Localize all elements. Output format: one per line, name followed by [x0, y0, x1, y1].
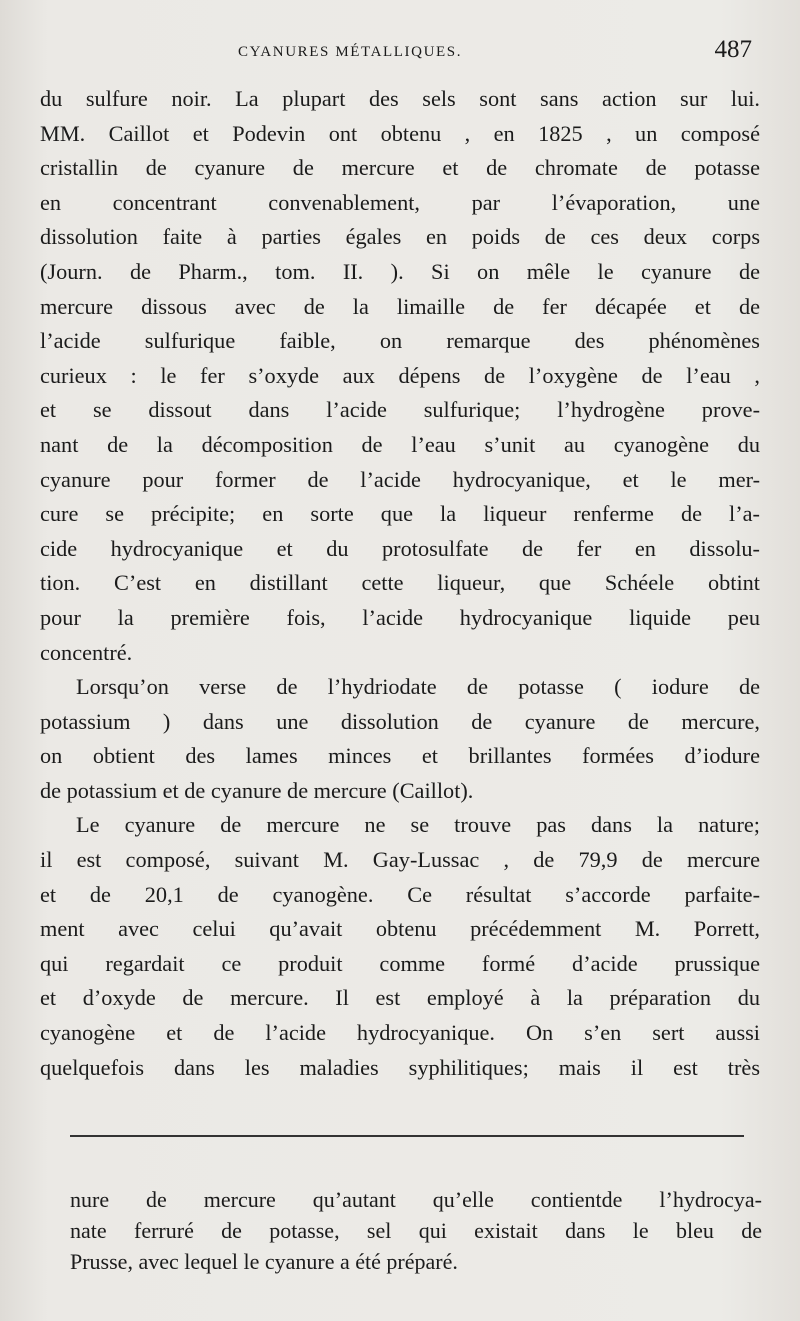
text-line: ment avec celui qu’avait obtenu précédemment M. Porrett,	[40, 916, 760, 942]
text-line: MM. Caillot et Podevin ont obtenu , en 1825 , un composé	[40, 120, 760, 146]
text-line: dissolution faite à parties égales en poids de ces deux corps	[40, 224, 760, 250]
text-line: on obtient des lames minces et brillantes formées d’iodure	[40, 743, 760, 769]
footnote-block	[70, 1184, 762, 1277]
text-line: et se dissout dans l’acide sulfurique; l’hydrogène prove-	[40, 397, 760, 423]
text-line: pour la première fois, l’acide hydrocyanique liquide peu	[40, 604, 760, 630]
text-line: et d’oxyde de mercure. Il est employé à la préparation du	[40, 985, 760, 1011]
main-text-block	[40, 82, 760, 1085]
text-line: cide hydrocyanique et du protosulfate de fer en dissolu-	[40, 535, 760, 561]
text-line: tion. C’est en distillant cette liqueur, que Schéele obtint	[40, 570, 760, 596]
text-line: mercure dissous avec de la limaille de fer décapée et de	[40, 293, 760, 319]
text-line: nant de la décomposition de l’eau s’unit au cyanogène du	[40, 431, 760, 457]
text-line: il est composé, suivant M. Gay-Lussac , de 79,9 de mercure	[40, 847, 760, 873]
footnote-line: nure de mercure qu’autant qu’elle contientde l’hydrocya-	[70, 1187, 762, 1212]
text-line: de potassium et de cyanure de mercure (Caillot).	[40, 777, 474, 803]
footnote-line: nate ferruré de potasse, sel qui existait dans le bleu de	[70, 1218, 762, 1243]
paragraph-start-line: Le cyanure de mercure ne se trouve pas dans la nature;	[76, 812, 760, 838]
paragraph-start-line: Lorsqu’on verse de l’hydriodate de potasse ( iodure de	[76, 674, 760, 700]
page-number: 487	[714, 36, 752, 63]
text-line: (Journ. de Pharm., tom. II. ). Si on mêle le cyanure de	[40, 258, 760, 284]
text-line: cristallin de cyanure de mercure et de chromate de potasse	[40, 155, 760, 181]
running-title: CYANURES MÉTALLIQUES.	[238, 44, 463, 60]
text-line: concentré.	[40, 639, 133, 665]
text-line: l’acide sulfurique faible, on remarque des phénomènes	[40, 328, 760, 354]
text-line: cyanogène et de l’acide hydrocyanique. On s’en sert aussi	[40, 1020, 760, 1046]
footnote-divider	[70, 1135, 744, 1137]
text-line: curieux : le fer s’oxyde aux dépens de l’oxygène de l’eau ,	[40, 362, 760, 388]
text-line: du sulfure noir. La plupart des sels sont sans action sur lui.	[40, 86, 760, 111]
text-line: cure se précipite; en sorte que la liqueur renferme de l’a-	[40, 501, 760, 527]
text-line: potassium ) dans une dissolution de cyanure de mercure,	[40, 708, 760, 734]
text-line: et de 20,1 de cyanogène. Ce résultat s’accorde parfaite-	[40, 881, 760, 907]
text-line: cyanure pour former de l’acide hydrocyanique, et le mer-	[40, 466, 760, 492]
footnote-line: Prusse, avec lequel le cyanure a été préparé.	[70, 1249, 458, 1274]
text-line: quelquefois dans les maladies syphilitiques; mais il est très	[40, 1054, 760, 1080]
page-header	[48, 36, 752, 74]
text-line: en concentrant convenablement, par l’évaporation, une	[40, 189, 760, 215]
text-line: qui regardait ce produit comme formé d’acide prussique	[40, 950, 760, 976]
